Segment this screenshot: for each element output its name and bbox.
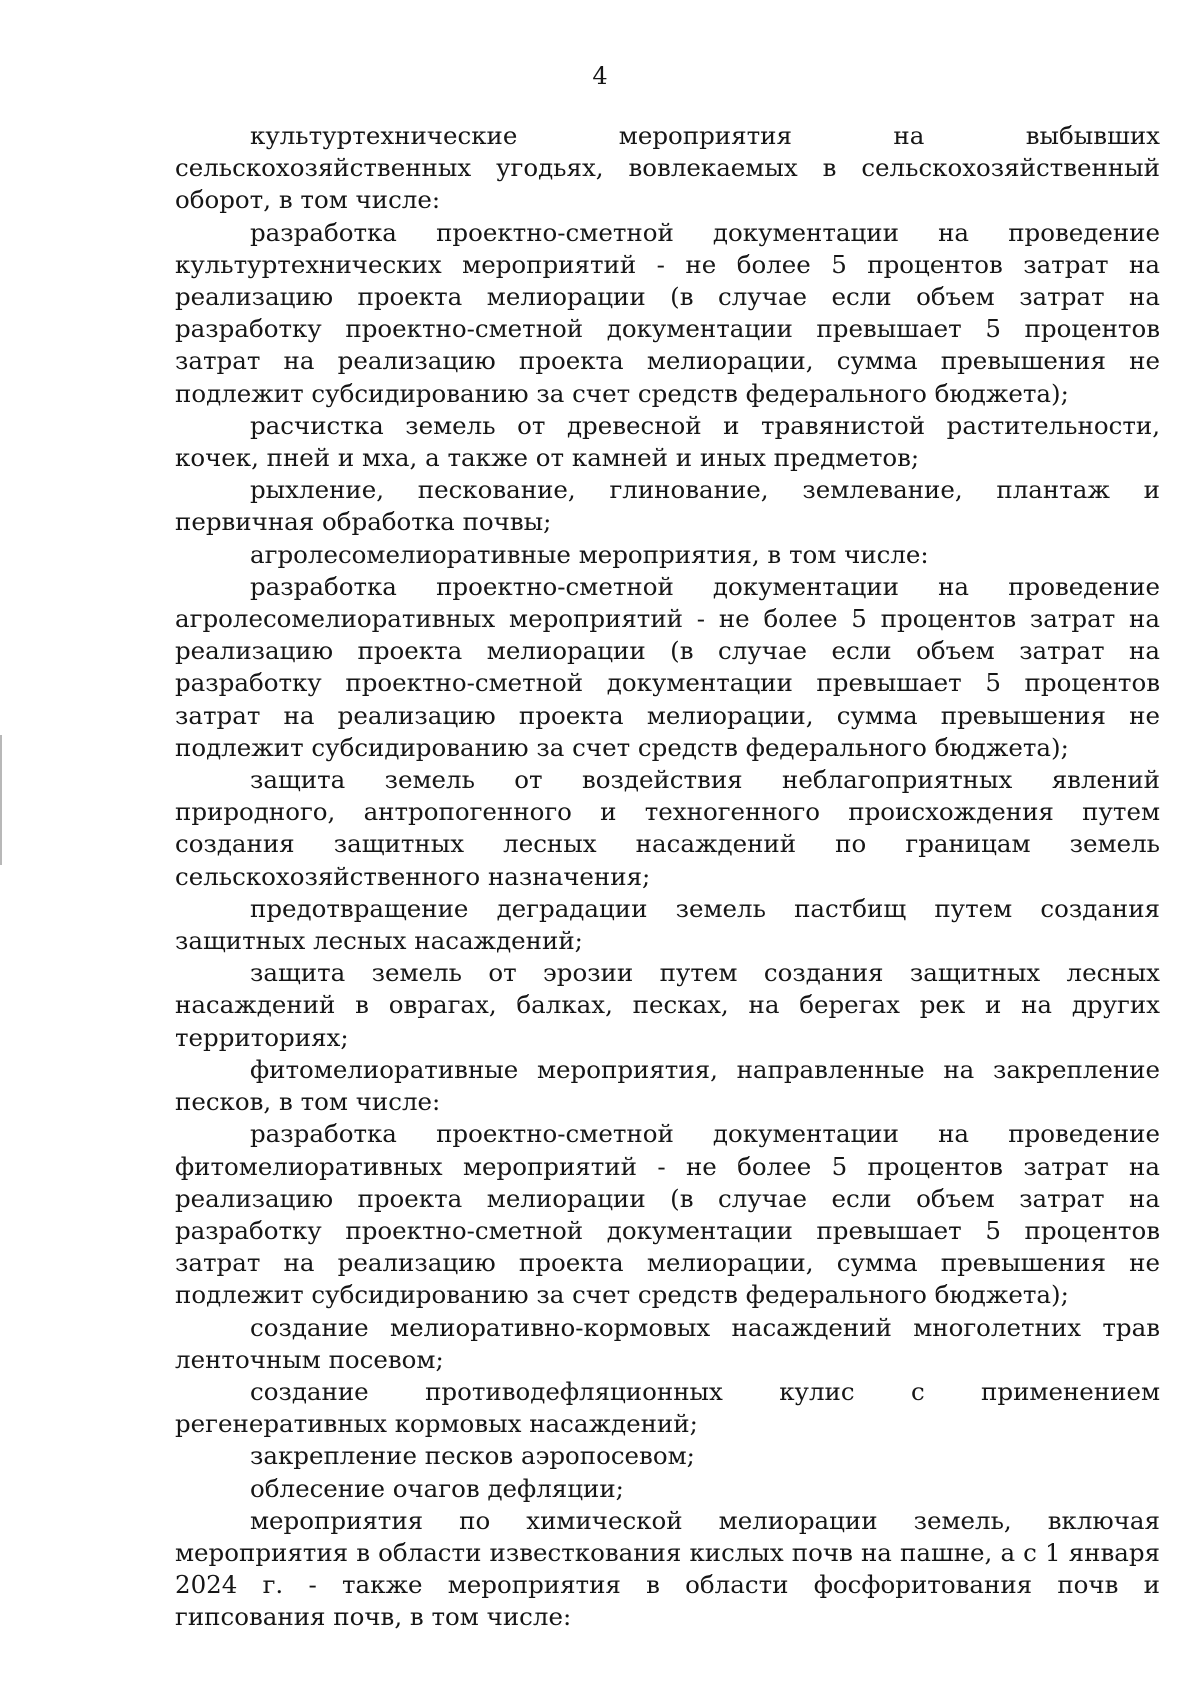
paragraph: разработка проектно-сметной документации на проведение фитомелиоративных мероприятий - не более 5 процентов затрат на реализацию проекта мелиорации (в случае если объем затрат на разработку проектно-сметной документации превышает 5 процентов затрат на реализацию проекта мелиорации, сумма превышения не подлежит субсидированию за счет средств федерального бюджета);	[175, 1119, 1160, 1310]
paragraph: рыхление, пескование, глинование, землевание, плантаж и первичная обработка почвы;	[175, 475, 1160, 537]
paragraph: облесение очагов дефляции;	[250, 1473, 624, 1503]
paragraph: предотвращение деградации земель пастбищ путем создания защитных лесных насаждений;	[175, 893, 1160, 956]
paragraph: закрепление песков аэропосевом;	[250, 1441, 695, 1471]
paragraph: защита земель от эрозии путем создания защитных лесных насаждений в оврагах, балках, песках, на берегах рек и на других территориях;	[175, 958, 1160, 1052]
paragraph: культуртехнические мероприятия на выбывших сельскохозяйственных угодьях, вовлекаемых в сельскохозяйственный оборот, в том числе:	[175, 121, 1160, 215]
paragraph: разработка проектно-сметной документации на проведение культуртехнических мероприятий - не более 5 процентов затрат на реализацию проекта мелиорации (в случае если объем затрат на разработку проектно-сметной документации превышает 5 процентов затрат на реализацию проекта мелиорации, сумма превышения не подлежит субсидированию за счет средств федерального бюджета);	[175, 217, 1160, 408]
scan-edge-mark	[0, 735, 2, 865]
paragraph: создание мелиоративно-кормовых насаждений многолетних трав ленточным посевом;	[175, 1312, 1160, 1374]
paragraph: разработка проектно-сметной документации на проведение агролесомелиоративных мероприятий - не более 5 процентов затрат на реализацию проекта мелиорации (в случае если объем затрат на разработку проектно-сметной документации превышает 5 процентов затрат на реализацию проекта мелиорации, сумма превышения не подлежит субсидированию за счет средств федерального бюджета);	[175, 571, 1160, 762]
document-body	[175, 120, 1160, 1634]
paragraph: защита земель от воздействия неблагоприятных явлений природного, антропогенного и техногенного происхождения путем создания защитных лесных насаждений по границам земель сельскохозяйственного назначения;	[175, 765, 1160, 891]
paragraph: фитомелиоративные мероприятия, направленные на закрепление песков, в том числе:	[175, 1054, 1160, 1117]
paragraph: расчистка земель от древесной и травянистой растительности, кочек, пней и мха, а также от камней и иных предметов;	[175, 410, 1160, 473]
paragraph: агролесомелиоративные мероприятия, в том числе:	[250, 539, 929, 569]
paragraph: создание противодефляционных кулис с применением регенеративных кормовых насаждений;	[175, 1376, 1160, 1439]
paragraph: мероприятия по химической мелиорации земель, включая мероприятия в области известкования кислых почв на пашне, а с 1 января 2024 г. - также мероприятия в области фосфоритования почв и гипсования почв, в том числе:	[175, 1505, 1160, 1632]
page-number: 4	[592, 62, 608, 90]
